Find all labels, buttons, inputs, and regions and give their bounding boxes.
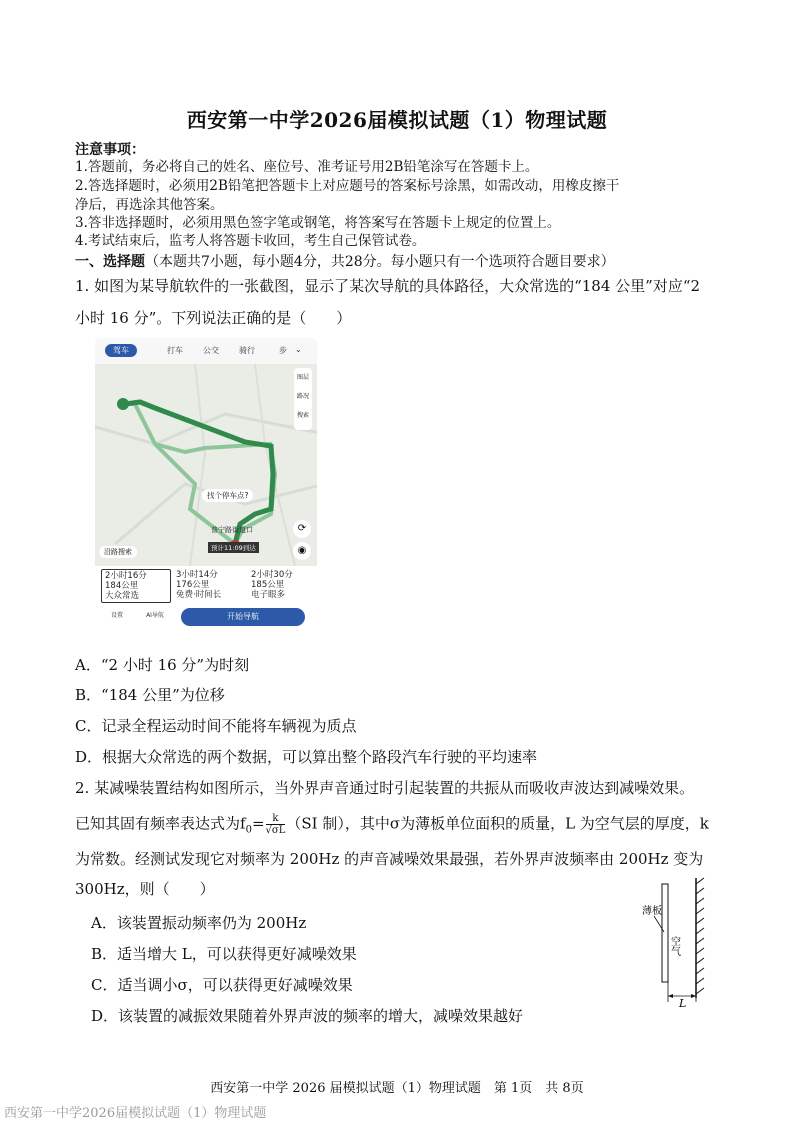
notice-item-2-cont: 净后，再选涂其他答案。	[75, 197, 224, 213]
q1-stem-line2: 小时 16 分”。下列说法正确的是（ ）	[75, 309, 352, 327]
page-title: 西安第一中学2026届模拟试题（1）物理试题	[186, 108, 608, 132]
navigation-map-screenshot	[95, 338, 317, 633]
tab-taxi[interactable]: 打车	[167, 346, 183, 355]
section-heading	[75, 251, 615, 271]
route-time: 2小时16分	[105, 571, 147, 581]
notice-heading: 注意事项：	[75, 142, 145, 158]
notice-item-1: 1.答题前，务必将自己的姓名、座位号、准考证号用2B铅笔涂写在答题卡上。	[75, 159, 539, 175]
tab-walk[interactable]: 步	[279, 346, 287, 355]
map-tab-bar	[95, 338, 317, 364]
formula-prefix: 已知其固有频率表达式为f	[75, 814, 246, 833]
formula-equals: =	[251, 814, 265, 833]
air-label: 空气	[668, 936, 680, 956]
q1-stem-line1: 1. 如图为某导航软件的一张截图，显示了某次导航的具体路径，大众常选的“184 公里”对应“2	[75, 277, 701, 295]
section-desc: （本题共7小题，每小题4分，共28分。每小题只有一个选项符合题目要求）	[145, 254, 615, 270]
q1-option-d: D．根据大众常选的两个数据，可以算出整个路段汽车行驶的平均速率	[75, 748, 538, 766]
notice-item-4: 4.考试结束后，监考人将答题卡收回，考生自己保管试卷。	[75, 233, 426, 249]
tab-transit[interactable]: 公交	[203, 346, 219, 355]
start-navigation-button[interactable]: 开始导航	[181, 608, 305, 626]
start-marker	[117, 398, 129, 410]
q2-stem-line4: 300Hz，则（ ）	[75, 880, 215, 898]
formula-suffix: （SI 制），其中σ为薄板单位面积的质量，L 为空气层的厚度，k	[286, 814, 709, 833]
section-label: 一、选择题	[75, 254, 145, 270]
q2-stem-line2	[75, 813, 735, 841]
plate-label: 薄板	[642, 906, 662, 917]
search-icon[interactable]: 搜索	[296, 412, 309, 419]
q2-stem-line3: 为常数。经测试发现它对频率为 200Hz 的声音减噪效果最强，若外界声波频率由 200Hz 变为	[75, 850, 704, 868]
settings-icon[interactable]: 设置	[110, 612, 123, 619]
traffic-icon[interactable]: 路况	[296, 393, 309, 400]
route-tag: 电子眼多	[251, 590, 286, 600]
page-footer: 西安第一中学 2026 届模拟试题（1）物理试题 第 1页 共 8页	[210, 1081, 584, 1096]
route-distance: 176公里	[176, 580, 210, 590]
q2-option-b: B．适当增大 L，可以获得更好减噪效果	[91, 945, 357, 963]
q2-stem-line1: 2. 某减噪装置结构如图所示，当外界声音通过时引起装置的共振从而吸收声波达到减噪效果。	[75, 779, 695, 797]
tab-ride[interactable]: 骑行	[239, 346, 255, 355]
destination-label: 普宁路街道口	[211, 526, 253, 534]
q1-option-c: C．记录全程运动时间不能将车辆视为质点	[75, 717, 357, 735]
q2-option-d: D．该装置的减振效果随着外界声波的频率的增大，减噪效果越好	[91, 1007, 524, 1025]
notice-item-2: 2.答选择题时，必须用2B铅笔把答题卡上对应题号的答案标号涂黑，如需改动，用橡皮擦干	[75, 178, 620, 194]
q2-option-a: A．该装置振动频率仍为 200Hz	[91, 914, 307, 932]
route-distance: 185公里	[251, 580, 285, 590]
route-time: 3小时14分	[176, 570, 218, 580]
map-canvas	[95, 364, 317, 566]
q1-option-b: B．“184 公里”为位移	[75, 686, 225, 704]
q2-option-c: C．适当调小σ，可以获得更好减噪效果	[91, 976, 353, 994]
route-distance: 184公里	[105, 581, 139, 591]
route-option-2[interactable]	[173, 569, 241, 601]
ai-nav-icon[interactable]: AI导航	[146, 612, 164, 619]
map-side-toolbar	[294, 368, 312, 430]
find-parking-button[interactable]: 找个停车点?	[202, 489, 253, 502]
route-option-3[interactable]	[248, 569, 316, 601]
fraction-denominator: √σL	[265, 825, 286, 836]
thickness-label: L	[679, 997, 687, 1008]
watermark-text: 西安第一中学2026届模拟试题（1）物理试题	[4, 1106, 267, 1121]
route-option-1[interactable]	[101, 569, 171, 603]
fraction-numerator: k	[266, 813, 286, 825]
tab-drive[interactable]: 驾车	[105, 344, 137, 357]
search-along-route-button[interactable]: 沿路搜索	[99, 546, 137, 558]
q1-option-a: A．“2 小时 16 分”为时刻	[75, 656, 250, 674]
formula-fraction	[266, 813, 286, 836]
notice-item-3: 3.答非选择题时，必须用黑色签字笔或钢笔，将答案写在答题卡上规定的位置上。	[75, 215, 561, 231]
wall-hatch	[696, 878, 704, 994]
eye-icon[interactable]: ◉	[293, 542, 311, 560]
refresh-icon[interactable]: ⟳	[293, 520, 311, 538]
noise-reducer-diagram	[612, 876, 712, 1008]
eta-chip: 预计11:09到达	[208, 542, 259, 553]
route-tag: 大众常选	[105, 591, 140, 601]
thin-plate	[662, 884, 668, 982]
formula-subscript: 0	[245, 824, 252, 836]
chevron-down-icon[interactable]: ⌄	[295, 345, 302, 354]
route-tag: 免费·时间长	[176, 590, 222, 600]
route-time: 2小时30分	[251, 570, 293, 580]
layer-icon[interactable]: 图层	[296, 374, 309, 381]
route-panel	[95, 566, 317, 633]
